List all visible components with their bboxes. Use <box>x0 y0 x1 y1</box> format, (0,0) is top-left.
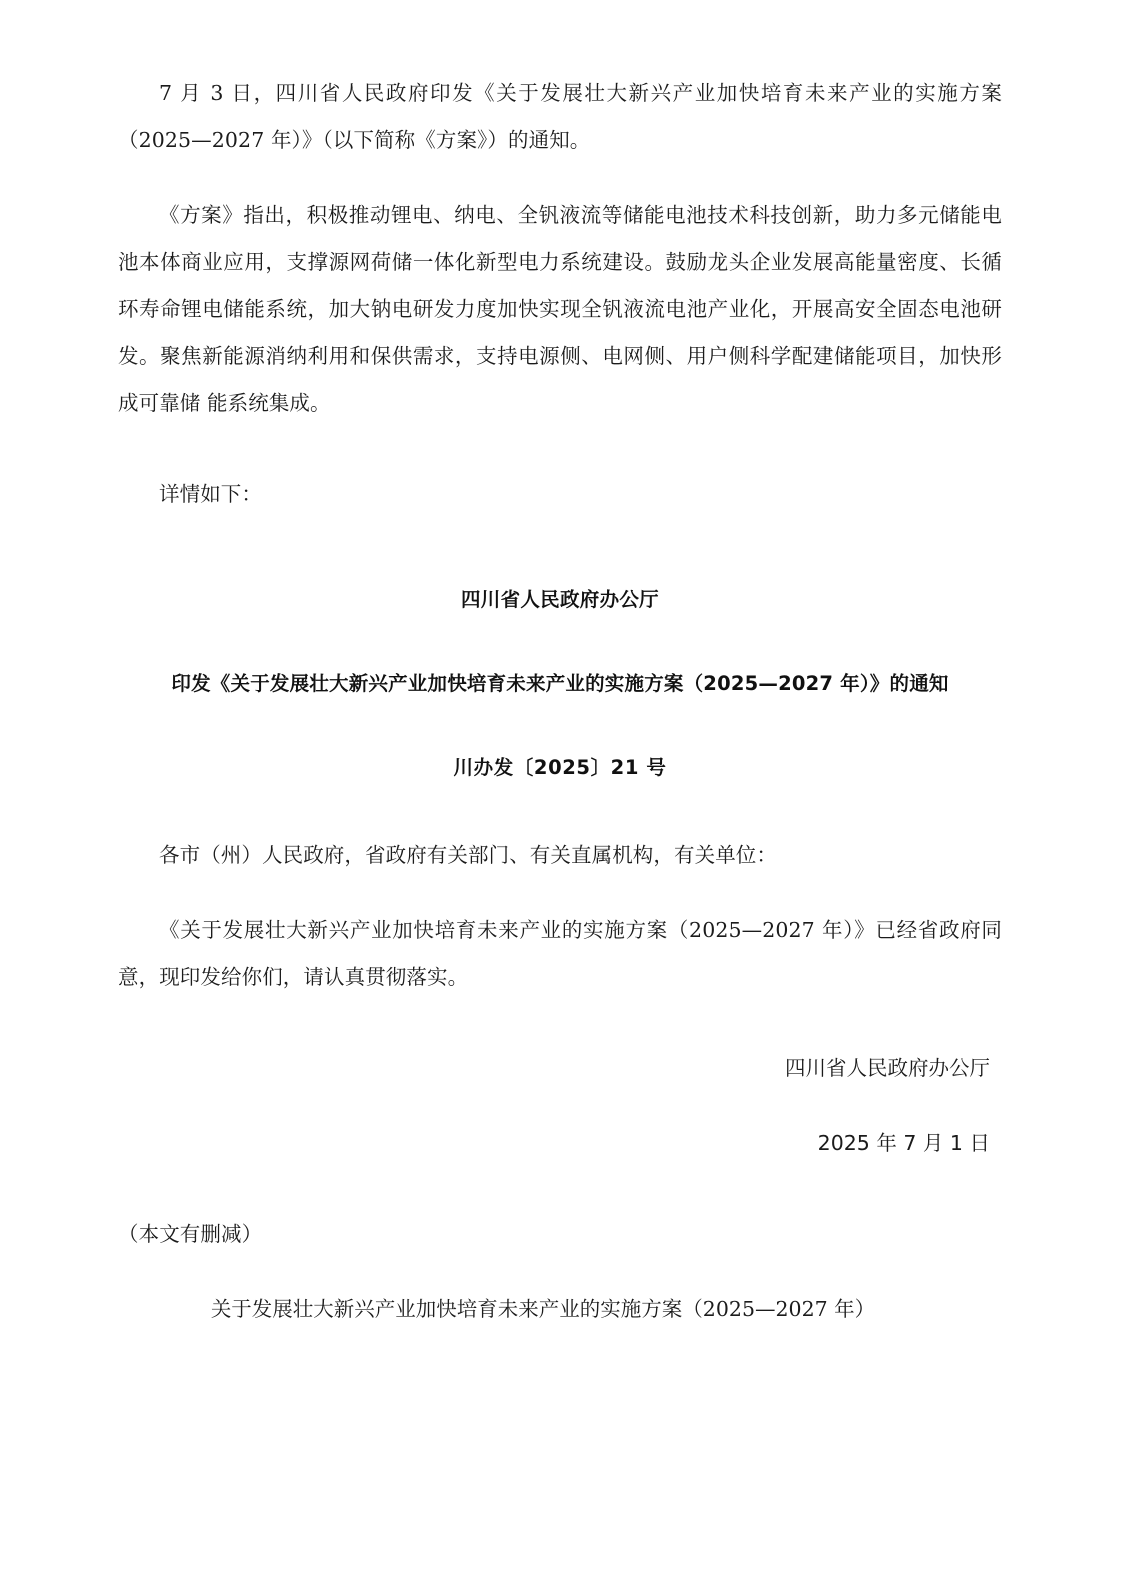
spacer-after-intro <box>118 164 1002 192</box>
spacer-after-docnum <box>118 788 1002 832</box>
spacer-before-note <box>118 1167 1002 1211</box>
spacer-before-attachment <box>118 1258 1002 1286</box>
spacer-after-issuer <box>118 620 1002 664</box>
spacer-before-issuer <box>118 518 1002 580</box>
summary-paragraph: 《方案》指出，积极推动锂电、纳电、全钒液流等储能电池技术科技创新，助力多元储能电池本体商业应用，支撑源网荷储一体化新型电力系统建设。鼓励龙头企业发展高能量密度、长循环寿命锂电储能系统，加大钠电研发力度加快实现全钒液流电池产业化，开展高安全固态电池研发。聚焦新能源消纳利用和保供需求，支持电源侧、电网侧、用户侧科学配建储能项目，加快形成可靠储 能系统集成。 <box>118 203 1002 415</box>
editorial-note: （本文有删减） <box>118 1222 263 1246</box>
recipients-paragraph: 各市（州）人民政府，省政府有关部门、有关直属机构，有关单位： <box>159 843 777 867</box>
signature-date: 2025 年 7 月 1 日 <box>817 1131 990 1155</box>
intro-paragraph: 7 月 3 日，四川省人民政府印发《关于发展壮大新兴产业加快培育未来产业的实施方案（2025—2027 年）》（以下简称《方案》）的通知。 <box>118 81 1002 152</box>
top-spacer <box>118 0 1002 70</box>
details-lead-paragraph: 详情如下： <box>159 482 262 506</box>
document-content <box>118 0 1002 1333</box>
attachment-title-heading: 关于发展壮大新兴产业加快培育未来产业的实施方案（2025—2027 年） <box>210 1297 876 1321</box>
document-number-heading: 川办发〔2025〕21 号 <box>453 756 667 779</box>
body-main-paragraph: 《关于发展壮大新兴产业加快培育未来产业的实施方案（2025—2027 年）》已经省政府同意，现印发给你们，请认真贯彻落实。 <box>118 918 1002 989</box>
spacer-after-title <box>118 704 1002 748</box>
signature-organization: 四川省人民政府办公厅 <box>785 1056 990 1080</box>
spacer-before-signature <box>118 1001 1002 1045</box>
document-title-heading: 印发《关于发展壮大新兴产业加快培育未来产业的实施方案（2025—2027 年）》的通知 <box>171 672 949 695</box>
spacer-after-summary <box>118 427 1002 471</box>
spacer-in-signature <box>118 1092 1002 1120</box>
issuer-heading: 四川省人民政府办公厅 <box>460 588 659 611</box>
spacer-after-recipients <box>118 879 1002 907</box>
